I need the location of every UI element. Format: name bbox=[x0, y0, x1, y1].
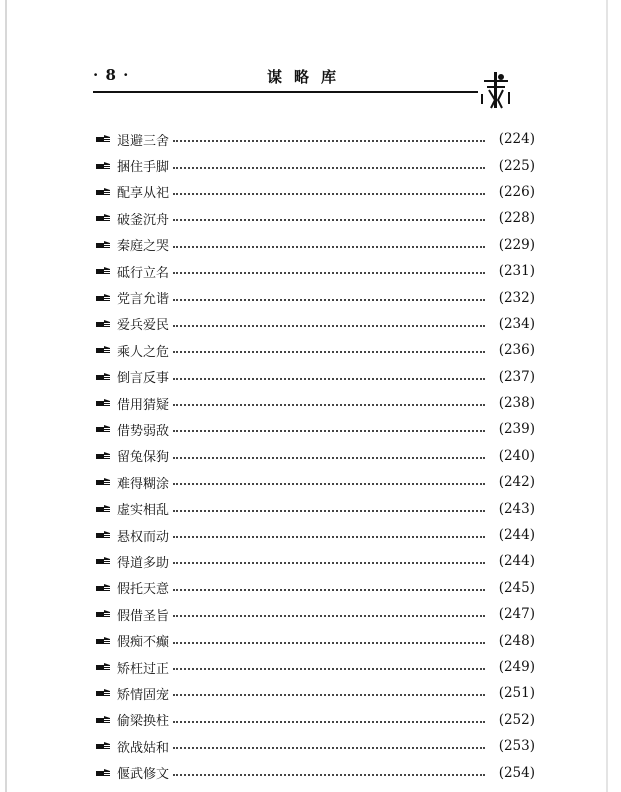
book-title: 谋略库 bbox=[267, 68, 349, 86]
toc-entry-title: 留兔保狗 bbox=[117, 450, 170, 466]
pointing-hand-icon bbox=[95, 424, 111, 434]
toc-entry-page: (242) bbox=[498, 474, 535, 491]
toc-entry bbox=[95, 205, 535, 231]
toc-entry bbox=[95, 495, 535, 521]
table-of-contents bbox=[95, 126, 535, 786]
dot-leader bbox=[173, 351, 485, 353]
dot-leader bbox=[173, 219, 485, 221]
pointing-hand-icon bbox=[95, 636, 111, 646]
pointing-hand-icon bbox=[95, 688, 111, 698]
toc-entry-page: (248) bbox=[498, 632, 535, 649]
toc-entry-page: (237) bbox=[498, 368, 535, 385]
toc-entry-title: 砥行立名 bbox=[117, 265, 170, 281]
figure-ornament-icon bbox=[479, 70, 513, 110]
toc-entry-title: 秦庭之哭 bbox=[117, 239, 170, 255]
dot-leader bbox=[173, 140, 485, 142]
dot-leader bbox=[173, 246, 485, 248]
toc-entry bbox=[95, 469, 535, 495]
toc-entry-title: 借势弱敌 bbox=[117, 423, 170, 439]
dot-leader bbox=[173, 589, 485, 591]
pointing-hand-icon bbox=[95, 213, 111, 223]
toc-entry bbox=[95, 522, 535, 548]
dot-leader bbox=[173, 457, 485, 459]
toc-entry bbox=[95, 364, 535, 390]
toc-entry-title: 偷梁换柱 bbox=[117, 714, 170, 730]
dot-leader bbox=[173, 747, 485, 749]
toc-entry-page: (229) bbox=[498, 236, 535, 253]
toc-entry-title: 乘人之危 bbox=[117, 344, 170, 360]
toc-entry-page: (252) bbox=[498, 711, 535, 728]
pointing-hand-icon bbox=[95, 715, 111, 725]
dot-leader bbox=[173, 325, 485, 327]
toc-entry-title: 欲战姑和 bbox=[117, 740, 170, 756]
dot-leader bbox=[173, 510, 485, 512]
pointing-hand-icon bbox=[95, 398, 111, 408]
dot-leader bbox=[173, 272, 485, 274]
toc-entry bbox=[95, 337, 535, 363]
pointing-hand-icon bbox=[95, 583, 111, 593]
header-rule bbox=[93, 91, 478, 93]
toc-entry-title: 假借圣旨 bbox=[117, 608, 170, 624]
dot-leader bbox=[173, 299, 485, 301]
toc-entry bbox=[95, 179, 535, 205]
toc-entry bbox=[95, 152, 535, 178]
toc-entry bbox=[95, 601, 535, 627]
page-header bbox=[93, 64, 523, 104]
toc-entry-page: (254) bbox=[498, 764, 535, 781]
toc-entry-title: 破釜沉舟 bbox=[117, 212, 170, 228]
pointing-hand-icon bbox=[95, 609, 111, 619]
pointing-hand-icon bbox=[95, 372, 111, 382]
toc-entry-page: (244) bbox=[498, 553, 535, 570]
toc-entry-title: 捆住手脚 bbox=[117, 160, 170, 176]
toc-entry-title: 矫情固宠 bbox=[117, 687, 170, 703]
dot-leader bbox=[173, 668, 485, 670]
pointing-hand-icon bbox=[95, 477, 111, 487]
toc-entry-page: (234) bbox=[498, 315, 535, 332]
toc-entry-title: 爱兵爱民 bbox=[117, 318, 170, 334]
toc-entry-title: 得道多助 bbox=[117, 555, 170, 571]
toc-entry-title: 悬权而动 bbox=[117, 529, 170, 545]
dot-leader bbox=[173, 378, 485, 380]
toc-entry-page: (228) bbox=[498, 210, 535, 227]
dot-leader bbox=[173, 536, 485, 538]
toc-entry bbox=[95, 232, 535, 258]
dot-leader bbox=[173, 774, 485, 776]
toc-entry-page: (247) bbox=[498, 606, 535, 623]
pointing-hand-icon bbox=[95, 266, 111, 276]
toc-entry bbox=[95, 680, 535, 706]
toc-entry bbox=[95, 390, 535, 416]
toc-entry bbox=[95, 126, 535, 152]
pointing-hand-icon bbox=[95, 530, 111, 540]
toc-entry-page: (240) bbox=[498, 447, 535, 464]
toc-entry-title: 假托天意 bbox=[117, 582, 170, 598]
toc-entry-page: (249) bbox=[498, 659, 535, 675]
dot-leader bbox=[173, 193, 485, 195]
pointing-hand-icon bbox=[95, 662, 111, 672]
dot-leader bbox=[173, 483, 485, 485]
dot-leader bbox=[173, 694, 485, 696]
dot-leader bbox=[173, 404, 485, 406]
toc-entry-page: (251) bbox=[498, 685, 535, 702]
toc-entry-page: (232) bbox=[498, 289, 535, 306]
toc-entry-title: 虚实相乱 bbox=[117, 503, 170, 519]
toc-entry-title: 配享从祀 bbox=[117, 186, 170, 202]
pointing-hand-icon bbox=[95, 451, 111, 461]
toc-entry-page: (253) bbox=[498, 738, 535, 755]
toc-entry bbox=[95, 416, 535, 442]
pointing-hand-icon bbox=[95, 240, 111, 250]
toc-entry-title: 借用猜疑 bbox=[117, 397, 170, 413]
pointing-hand-icon bbox=[95, 556, 111, 566]
dot-leader bbox=[173, 430, 485, 432]
pointing-hand-icon bbox=[95, 134, 111, 144]
dot-leader bbox=[173, 167, 485, 169]
toc-entry bbox=[95, 548, 535, 574]
toc-entry bbox=[95, 443, 535, 469]
pointing-hand-icon bbox=[95, 293, 111, 303]
pointing-hand-icon bbox=[95, 504, 111, 514]
toc-entry-page: (225) bbox=[498, 157, 535, 174]
page-edge-left bbox=[5, 0, 7, 792]
dot-leader bbox=[173, 642, 485, 644]
toc-entry bbox=[95, 654, 535, 680]
toc-entry-title: 偃武修文 bbox=[117, 767, 170, 783]
toc-entry-title: 假痴不癫 bbox=[117, 635, 170, 651]
dot-leader bbox=[173, 721, 485, 723]
toc-entry-page: (243) bbox=[498, 500, 535, 517]
toc-entry-page: (238) bbox=[498, 395, 535, 412]
toc-entry-title: 党言允谐 bbox=[117, 292, 170, 308]
toc-entry-page: (245) bbox=[498, 579, 535, 596]
toc-entry bbox=[95, 627, 535, 653]
pointing-hand-icon bbox=[95, 741, 111, 751]
toc-entry-title: 退避三舍 bbox=[117, 133, 170, 149]
page-number: · 8 · bbox=[93, 66, 130, 84]
pointing-hand-icon bbox=[95, 345, 111, 355]
pointing-hand-icon bbox=[95, 319, 111, 329]
toc-entry-page: (236) bbox=[498, 342, 535, 359]
toc-entry bbox=[95, 759, 535, 785]
toc-entry-title: 倒言反事 bbox=[117, 371, 170, 387]
toc-entry-page: (231) bbox=[498, 263, 535, 280]
toc-entry-page: (226) bbox=[498, 183, 535, 200]
toc-entry bbox=[95, 733, 535, 759]
toc-entry-page: (224) bbox=[498, 131, 535, 148]
page-edge-right bbox=[606, 0, 608, 792]
toc-entry bbox=[95, 284, 535, 310]
toc-entry-page: (239) bbox=[498, 421, 535, 438]
dot-leader bbox=[173, 562, 485, 564]
toc-entry-page: (244) bbox=[498, 527, 535, 544]
pointing-hand-icon bbox=[95, 768, 111, 778]
pointing-hand-icon bbox=[95, 187, 111, 197]
toc-entry bbox=[95, 258, 535, 284]
toc-entry bbox=[95, 575, 535, 601]
toc-entry-title: 难得糊涂 bbox=[117, 476, 170, 492]
dot-leader bbox=[173, 615, 485, 617]
toc-entry bbox=[95, 311, 535, 337]
pointing-hand-icon bbox=[95, 161, 111, 171]
toc-entry bbox=[95, 707, 535, 733]
toc-entry-title: 矫枉过正 bbox=[117, 661, 170, 677]
